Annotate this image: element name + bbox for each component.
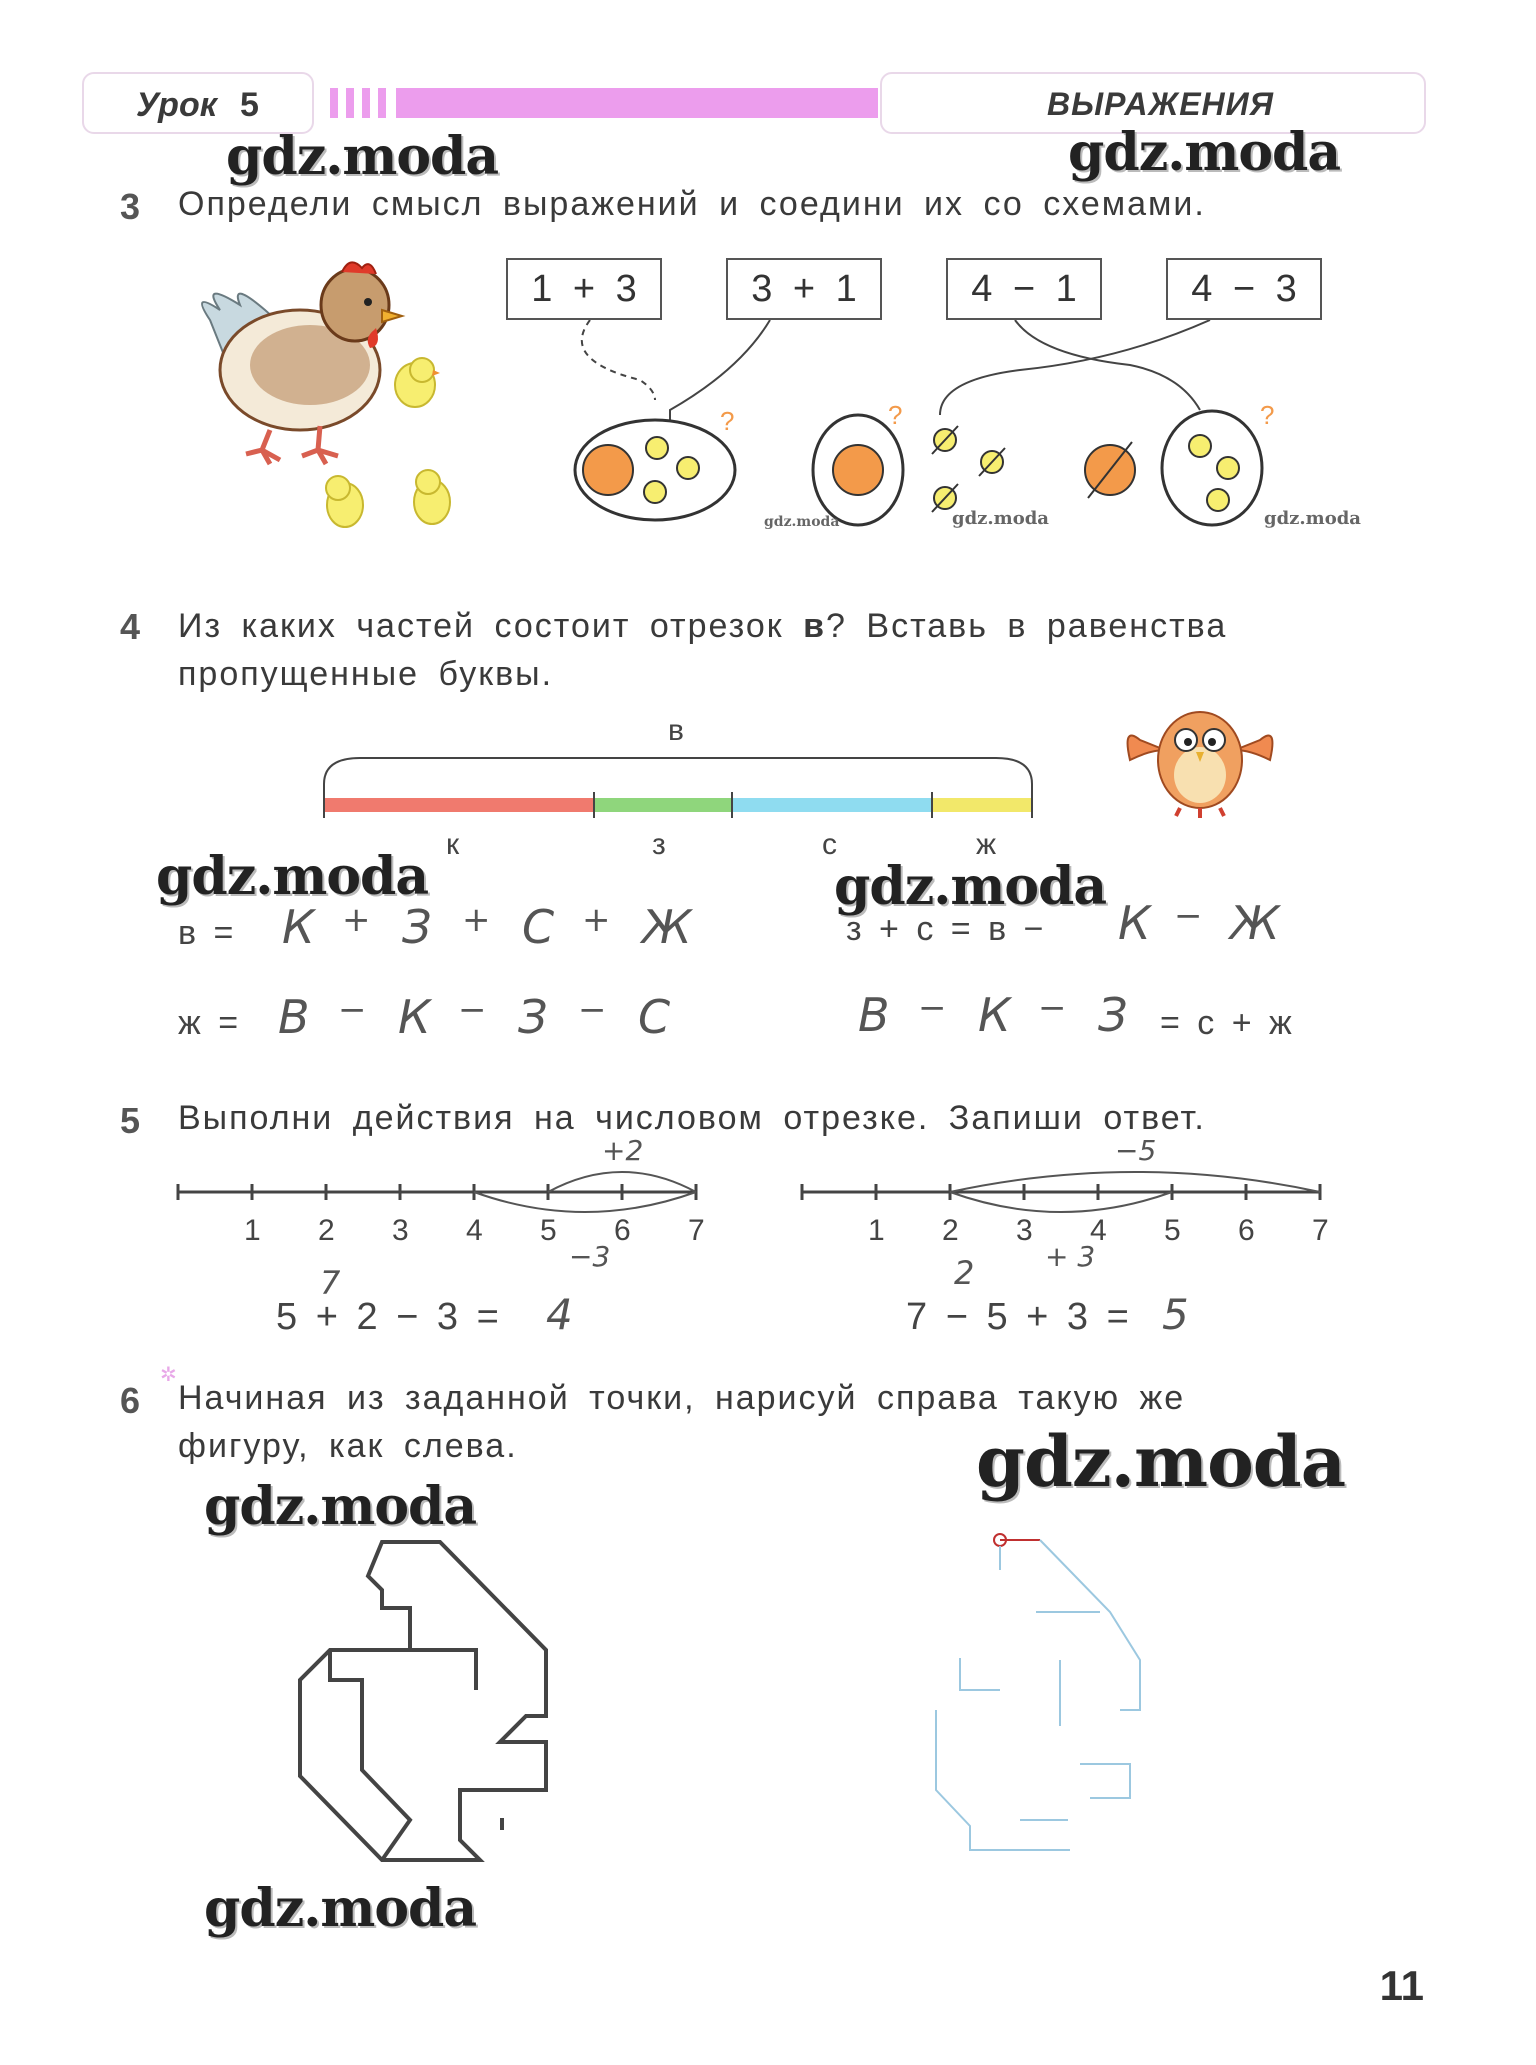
- question-mark: ?: [888, 400, 903, 430]
- header-bar: [396, 88, 878, 118]
- task-number: 3: [120, 186, 141, 227]
- task-text: Из каких частей состоит отрезок в? Вставь в равенства пропущенные буквы.: [178, 607, 1228, 693]
- tick-label: 7: [1312, 1214, 1329, 1247]
- tick-label: 1: [244, 1214, 261, 1247]
- segment-part-zh: [932, 798, 1032, 812]
- tick-label: 6: [1238, 1214, 1255, 1247]
- tick-label: 3: [1016, 1214, 1033, 1247]
- chick-icon: [326, 476, 363, 527]
- question-mark: ?: [1260, 400, 1275, 430]
- part-label: з: [652, 828, 666, 861]
- handwritten-letter: К: [1118, 896, 1151, 950]
- operator: −: [918, 988, 947, 1028]
- operator: −: [1038, 988, 1067, 1028]
- tick-label: 2: [942, 1214, 959, 1247]
- chick-icon: [395, 358, 440, 407]
- hen-illustration: [170, 250, 470, 560]
- operator: −: [458, 990, 487, 1030]
- tick-label: 7: [688, 1214, 705, 1247]
- topic-title: ВЫРАЖЕНИЯ: [1046, 86, 1274, 122]
- task-text: Начиная из заданной точки, нарисуй справа такую же фигуру, как слева.: [178, 1379, 1186, 1465]
- expression-box: 3 + 1: [726, 258, 882, 320]
- segment-part-z: [594, 798, 732, 812]
- number-lines: [170, 1126, 1330, 1276]
- lesson-tab: [82, 72, 314, 134]
- equation-answer: [1118, 896, 1288, 956]
- handwritten-letter: К: [978, 988, 1011, 1042]
- handwritten-letter: К: [282, 900, 315, 954]
- egg-schemes: [520, 320, 1320, 550]
- handwritten-letter: З: [402, 900, 432, 954]
- handwritten-letter: С: [522, 900, 555, 954]
- handwritten-letter: В: [278, 990, 310, 1044]
- chick-icon: [414, 470, 450, 524]
- tick-label: 6: [614, 1214, 631, 1247]
- star-icon: ✲: [160, 1364, 177, 1386]
- handwritten-letter: С: [638, 990, 671, 1044]
- rabbit-drawing: [900, 1530, 1220, 1880]
- segment-part-k: [324, 798, 594, 812]
- watermark: gdz.moda: [204, 1878, 477, 1939]
- page-number: 11: [1379, 1962, 1424, 2009]
- equation-prefix: з + с = в −: [846, 910, 1044, 948]
- operator: −: [578, 990, 607, 1030]
- segment-diagram: [320, 752, 1040, 822]
- part-label: ж: [976, 828, 997, 861]
- task-number: 5: [120, 1100, 141, 1141]
- tick-label: 1: [868, 1214, 885, 1247]
- equation-prefix: ж =: [178, 1004, 239, 1042]
- tick-label: 5: [540, 1214, 557, 1247]
- intermediate-result: 2: [954, 1254, 975, 1292]
- handwritten-letter: З: [518, 990, 548, 1044]
- handwritten-letter: З: [1098, 988, 1128, 1042]
- task-text: Определи смысл выражений и соедини их со схемами.: [178, 185, 1206, 223]
- owl-icon: [1120, 690, 1280, 820]
- segment-part-s: [732, 798, 932, 812]
- tick-label: 5: [1164, 1214, 1181, 1247]
- tick-label: 3: [392, 1214, 409, 1247]
- expression-box: 1 + 3: [506, 258, 662, 320]
- equation-prefix: в =: [178, 914, 234, 952]
- intermediate-result: 7: [320, 1264, 341, 1302]
- scheme-4: [1085, 400, 1274, 525]
- task-text: Выполни действия на числовом отрезке. Запиши ответ.: [178, 1099, 1206, 1137]
- watermark: gdz.moda: [976, 1420, 1346, 1503]
- hen-icon: [202, 262, 402, 464]
- scheme-3: [932, 426, 1005, 512]
- watermark: gdz.moda: [226, 126, 499, 187]
- tick-label: 4: [1090, 1214, 1107, 1247]
- watermark: gdz.moda: [204, 1476, 477, 1537]
- equation-answer: [278, 990, 698, 1050]
- handwritten-letter: Ж: [642, 900, 692, 954]
- lesson-label: Урок: [136, 86, 217, 124]
- jump-arc: [950, 1172, 1320, 1192]
- operator: −: [1174, 896, 1203, 936]
- expression-box: 4 − 1: [946, 258, 1102, 320]
- jump-arc: [474, 1192, 696, 1212]
- tick-label: 4: [466, 1214, 483, 1247]
- operator: +: [342, 900, 371, 940]
- handwritten-letter: Ж: [1230, 896, 1280, 950]
- equation-answer: [858, 988, 1158, 1048]
- lesson-number: 5: [240, 86, 259, 124]
- operator: +: [462, 900, 491, 940]
- expression-left: 5 + 2 − 3 =: [276, 1296, 499, 1338]
- part-label: к: [446, 828, 460, 861]
- jump-label: −5: [1115, 1134, 1157, 1167]
- whole-label: в: [668, 714, 684, 747]
- handwritten-letter: К: [398, 990, 431, 1044]
- handwritten-letter: В: [858, 988, 890, 1042]
- answer-left: 4: [546, 1290, 573, 1339]
- watermark: gdz.moda: [1068, 122, 1341, 183]
- rabbit-figure: [290, 1530, 610, 1870]
- watermark: gdz.moda: [834, 856, 1107, 917]
- expression-right: 7 − 5 + 3 =: [906, 1296, 1129, 1338]
- watermark: gdz.moda: [764, 514, 840, 530]
- task-number: 4: [120, 606, 141, 647]
- question-mark: ?: [720, 406, 735, 436]
- part-label: с: [822, 828, 837, 861]
- watermark: gdz.moda: [156, 846, 429, 907]
- operator: −: [338, 990, 367, 1030]
- answer-right: 5: [1162, 1290, 1189, 1339]
- expression-box: 4 − 3: [1166, 258, 1322, 320]
- operator: +: [582, 900, 611, 940]
- watermark: gdz.moda: [952, 508, 1049, 529]
- tick-label: 2: [318, 1214, 335, 1247]
- scheme-1: [575, 406, 735, 520]
- jump-label: −3: [569, 1240, 611, 1273]
- task-number: 6: [120, 1380, 141, 1421]
- equation-suffix: = с + ж: [1160, 1004, 1292, 1042]
- equation-answer: [282, 900, 702, 960]
- segment-name: в: [803, 607, 827, 645]
- jump-label: +2: [602, 1134, 644, 1167]
- jump-label: + 3: [1045, 1240, 1096, 1273]
- watermark: gdz.moda: [1264, 508, 1361, 529]
- jump-arc: [950, 1192, 1172, 1212]
- scheme-2: [813, 400, 903, 525]
